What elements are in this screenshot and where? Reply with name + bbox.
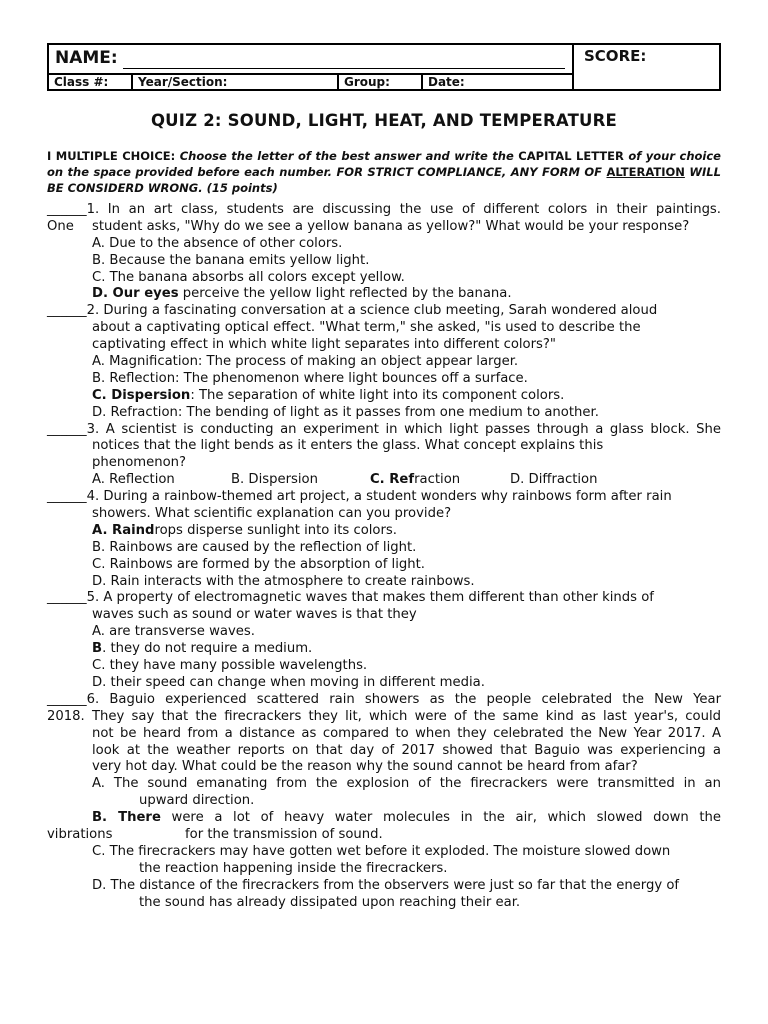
question-4	[0, 489, 768, 506]
q3-option-c-text: raction	[414, 472, 461, 488]
q5-option-b	[92, 641, 312, 658]
q4-option-d: D. Rain interacts with the atmosphere to create rainbows.	[92, 573, 475, 589]
q6-option-a-cont: upward direction.	[139, 793, 255, 809]
q5-option-b-text: . they do not require a medium.	[102, 641, 313, 657]
date-label: Date:	[428, 75, 465, 89]
instructions-part2: of your choice on the space provided before each number.	[47, 149, 721, 179]
q3-option-c-bold: C. Ref	[370, 472, 415, 488]
questions-list	[0, 202, 768, 911]
q5-option-d: D. their speed can change when moving in different media.	[92, 674, 485, 690]
name-blank-line	[123, 68, 565, 69]
class-number-label: Class #:	[49, 75, 133, 89]
instructions-part1: Choose the letter of the best answer and write the	[179, 149, 514, 163]
name-label: NAME:	[55, 48, 118, 68]
question-2-line: about a captivating optical effect. "What term," she asked, "is used to describe the	[92, 320, 641, 336]
q1-option-d	[92, 286, 512, 303]
q4-option-a	[92, 523, 397, 540]
q6-option-d-cont: the sound has already dissipated upon reaching their ear.	[139, 894, 521, 910]
q6-option-c: C. The firecrackers may have gotten wet before it exploded. The moisture slowed down	[92, 843, 671, 859]
q3-option-d: D. Diffraction	[510, 472, 598, 488]
question-3	[0, 422, 768, 439]
instructions-alteration: ALTERATION	[606, 165, 685, 179]
q2-option-c	[92, 388, 564, 405]
question-6-line: very hot day. What could be the reason why the sound cannot be heard from afar?	[92, 759, 638, 775]
question-5-line: waves such as sound or water waves is that they	[92, 607, 417, 623]
instructions-part3: WILL BE CONSIDERD WRONG. (15 points)	[47, 165, 721, 195]
group-label: Group:	[339, 75, 423, 89]
q4-option-a-text: rops disperse sunlight into its colors.	[154, 522, 397, 538]
question-2-line: ______2. During a fascinating conversation at a science club meeting, Sarah wondered aloud	[47, 303, 658, 319]
q6-option-d: D. The distance of the firecrackers from the observers were just so far that the energy of	[92, 877, 680, 893]
q6-option-b-cont: vibrations	[47, 826, 113, 842]
q3-option-c	[370, 472, 460, 489]
quiz-title: QUIZ 2: SOUND, LIGHT, HEAT, AND TEMPERATURE	[150, 111, 618, 130]
q2-option-b: B. Reflection: The phenomenon where light bounces off a surface.	[92, 370, 528, 386]
q4-option-a-bold: A. Raind	[92, 522, 155, 538]
student-info-header	[47, 43, 721, 91]
question-2-line: captivating effect in which white light separates into different colors?"	[92, 337, 556, 353]
question-6	[0, 692, 768, 709]
q2-option-c-text: : The separation of white light into its component colors.	[190, 387, 565, 403]
q6-option-c-cont: the reaction happening inside the firecrackers.	[139, 860, 448, 876]
section-label: I MULTIPLE CHOICE:	[47, 149, 176, 163]
question-5-line: ______5. A property of electromagnetic waves that makes them different than other kinds of	[47, 590, 654, 606]
q6-option-b-bold: B. There	[92, 810, 161, 826]
instructions-capital: CAPITAL LETTER	[518, 149, 624, 163]
question-1-line: ______1. In an art class, students are discussing the use of different colors in their paintings.	[47, 202, 721, 217]
info-row	[49, 73, 574, 89]
q3-option-a: A. Reflection	[92, 472, 175, 488]
q6-option-a: A. The sound emanating from the explosion of the firecrackers were transmitted in an	[92, 776, 721, 792]
q5-option-a: A. are transverse waves.	[92, 624, 255, 640]
question-6-line: look at the weather reports on that day of 2017 showed that Baguio was experiencing a	[92, 742, 721, 758]
instructions-strict: FOR STRICT COMPLIANCE, ANY FORM OF	[336, 165, 603, 179]
question-6-line: They say that the firecrackers they lit, which were of the same kind as last year's, could	[92, 708, 721, 724]
question-6-line: ______6. Baguio experienced scattered rain showers as the people celebrated the New Year	[47, 691, 721, 707]
q4-option-b: B. Rainbows are caused by the reflection of light.	[92, 539, 417, 555]
question-3-line: notices that the light bends as it enters the glass. What concept explains this	[92, 438, 604, 454]
q5-option-b-bold: B	[92, 641, 103, 657]
q1-option-a: A. Due to the absence of other colors.	[92, 235, 343, 251]
q2-option-a: A. Magnification: The process of making an object appear larger.	[92, 354, 519, 370]
q3-option-b: B. Dispersion	[231, 472, 318, 488]
year-section-label: Year/Section:	[133, 75, 339, 89]
question-4-line: showers. What scientific explanation can you provide?	[92, 506, 452, 522]
q1-option-c: C. The banana absorbs all colors except yellow.	[92, 269, 405, 285]
question-3-line: ______3. A scientist is conducting an experiment in which light passes through a glass block. She	[47, 421, 721, 437]
score-cell	[574, 45, 721, 89]
question-1-line: student asks, "Why do we see a yellow banana as yellow?" What would be your response?	[92, 218, 690, 234]
question-6-line: 2018.	[47, 708, 85, 724]
q6-option-b-text: were a lot of heavy water molecules in the air, which slowed down the	[160, 810, 721, 826]
q2-option-c-bold: C. Dispersion	[92, 387, 191, 403]
q6-option-b-cont: for the transmission of sound.	[185, 826, 383, 842]
question-1	[0, 202, 768, 219]
instructions	[47, 148, 721, 196]
question-5	[0, 590, 768, 607]
q1-option-d-text: perceive the yellow light reflected by the banana.	[178, 286, 512, 302]
q4-option-c: C. Rainbows are formed by the absorption of light.	[92, 556, 425, 572]
q1-option-b: B. Because the banana emits yellow light.	[92, 252, 370, 268]
q6-option-b	[92, 810, 721, 827]
question-4-line: ______4. During a rainbow-themed art project, a student wonders why rainbows form after rain	[47, 489, 672, 505]
q2-option-d: D. Refraction: The bending of light as it passes from one medium to another.	[92, 404, 599, 420]
q1-option-d-bold: D. Our eyes	[92, 286, 179, 302]
name-cell	[49, 45, 574, 73]
question-2	[0, 303, 768, 320]
question-1-line: One	[47, 218, 74, 234]
score-label: SCORE:	[584, 47, 647, 65]
question-3-line: phenomenon?	[92, 455, 187, 471]
question-6-line: not be heard from a distance as compared to when they celebrated the New Year 2017. A	[92, 725, 721, 741]
q5-option-c: C. they have many possible wavelengths.	[92, 658, 368, 674]
